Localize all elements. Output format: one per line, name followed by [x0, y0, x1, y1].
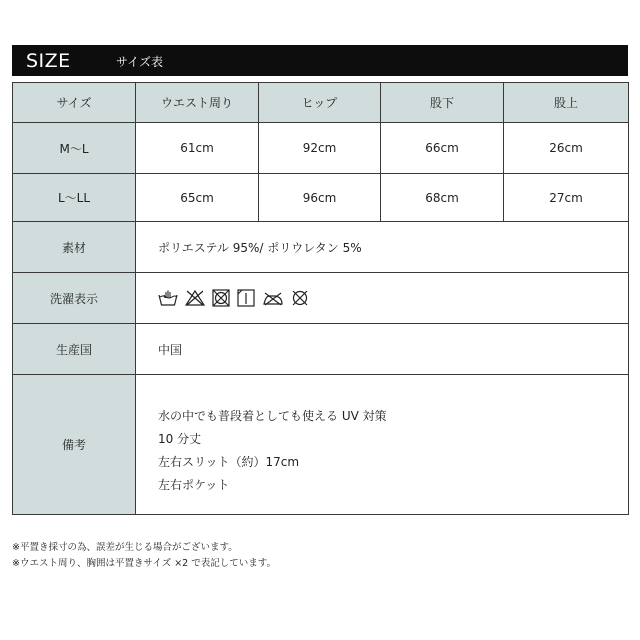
- note-line: 10 分丈: [158, 432, 202, 446]
- care-row: [13, 273, 629, 324]
- column-header-size: サイズ: [13, 83, 136, 123]
- no-tumble-dry-icon: [212, 289, 230, 307]
- column-header-waist: ウエスト周り: [136, 83, 259, 123]
- origin-label: 生産国: [13, 324, 136, 375]
- waist-value: 61cm: [136, 123, 259, 174]
- care-label: 洗濯表示: [13, 273, 136, 324]
- no-dry-clean-icon: [291, 289, 309, 307]
- footnote: ※ウエスト周り、胸囲は平置きサイズ ×2 で表記しています。: [12, 558, 276, 569]
- size-header-bar: [12, 45, 628, 76]
- table-row: [13, 174, 629, 222]
- rise-value: 26cm: [504, 123, 629, 174]
- note-line: 左右ポケット: [158, 478, 230, 492]
- size-label: M〜L: [13, 123, 136, 174]
- rise-value: 27cm: [504, 174, 629, 222]
- no-bleach-icon: [185, 289, 205, 307]
- table-row: [13, 123, 629, 174]
- hand-wash-icon: [158, 289, 178, 307]
- column-header-hip: ヒップ: [259, 83, 381, 123]
- notes-row: [13, 375, 629, 515]
- footnotes: [12, 540, 276, 572]
- inseam-value: 68cm: [381, 174, 504, 222]
- size-title: SIZE: [26, 50, 71, 72]
- footnote: ※平置き採寸の為、誤差が生じる場合がございます。: [12, 542, 238, 553]
- notes-label: 備考: [13, 375, 136, 515]
- notes-list: [136, 375, 629, 515]
- material-row: [13, 222, 629, 273]
- inseam-value: 66cm: [381, 123, 504, 174]
- size-table: [12, 82, 629, 515]
- material-value: ポリエステル 95%/ ポリウレタン 5%: [136, 222, 629, 273]
- note-line: 水の中でも普段着としても使える UV 対策: [158, 409, 387, 423]
- size-label: L〜LL: [13, 174, 136, 222]
- size-subtitle: サイズ表: [116, 55, 164, 69]
- origin-value: 中国: [136, 324, 629, 375]
- iron-low-icon: [262, 289, 284, 307]
- column-header-rise: 股上: [504, 83, 629, 123]
- column-header-inseam: 股下: [381, 83, 504, 123]
- note-line: 左右スリット（約）17cm: [158, 455, 300, 469]
- care-icons: [136, 273, 629, 324]
- waist-value: 65cm: [136, 174, 259, 222]
- line-dry-shade-icon: [237, 289, 255, 307]
- hip-value: 96cm: [259, 174, 381, 222]
- material-label: 素材: [13, 222, 136, 273]
- origin-row: [13, 324, 629, 375]
- hip-value: 92cm: [259, 123, 381, 174]
- table-header-row: [13, 83, 629, 123]
